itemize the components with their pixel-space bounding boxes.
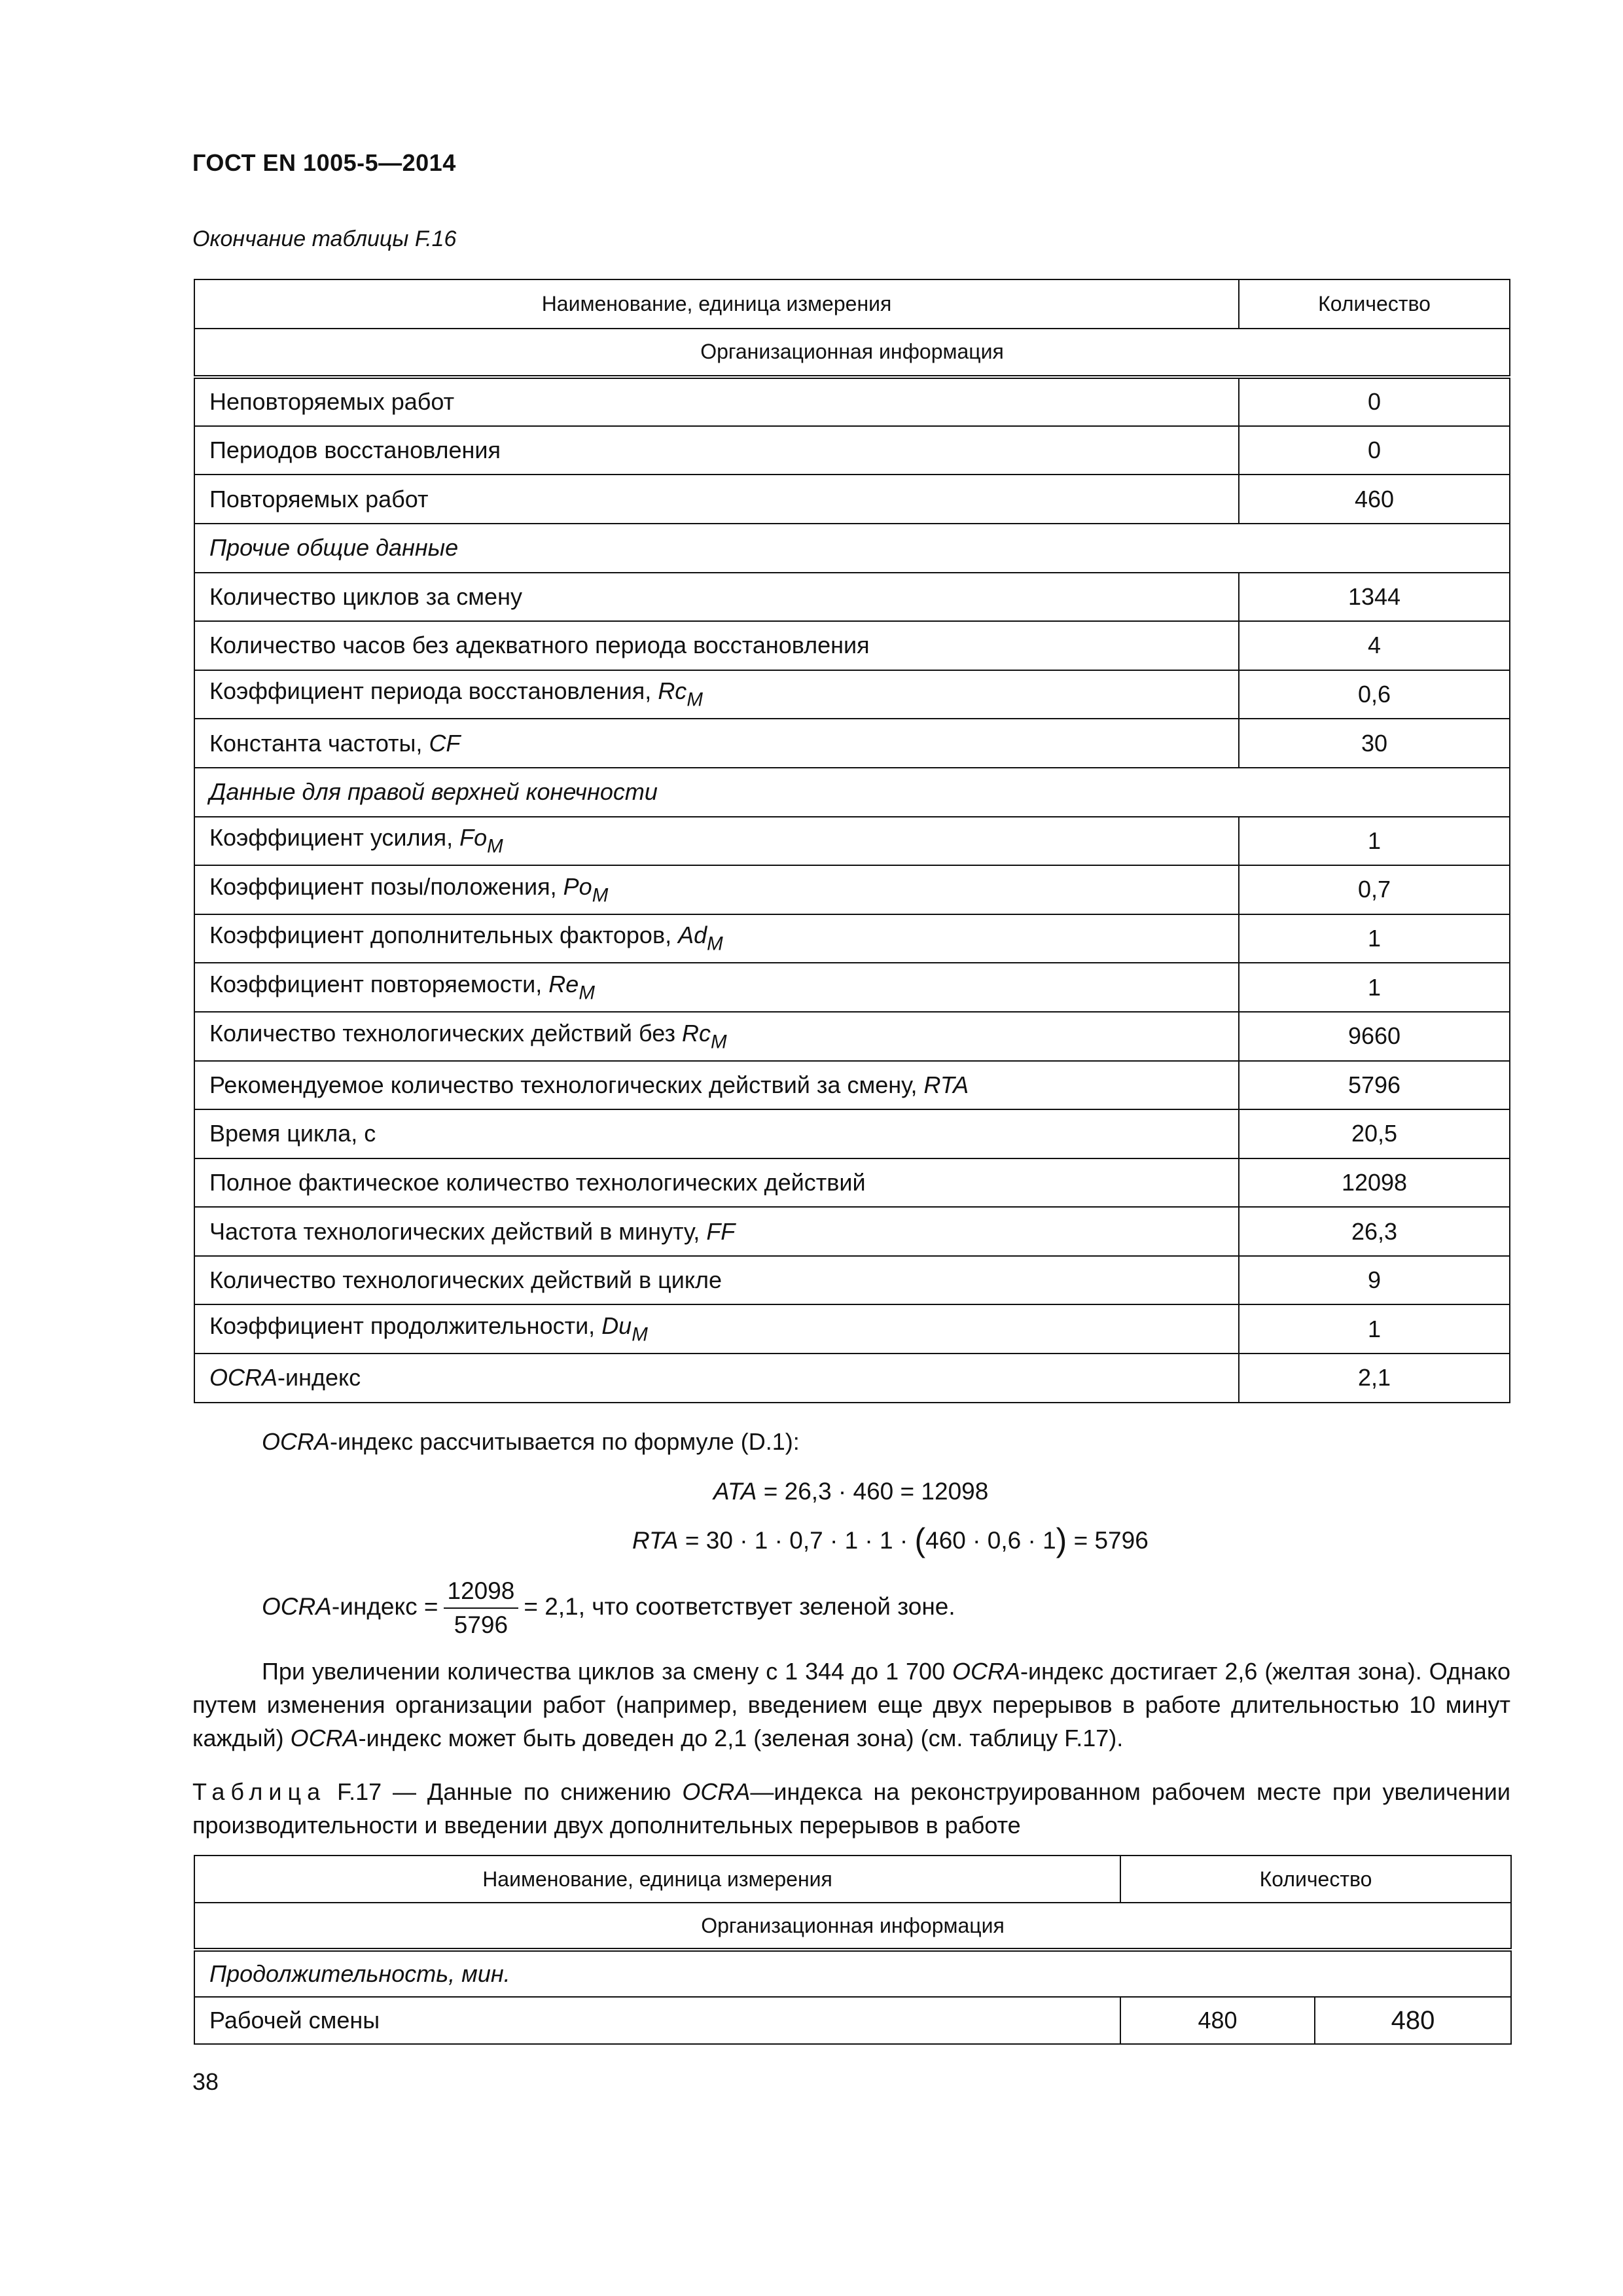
row-name	[194, 377, 1239, 426]
row-value: 0	[1239, 377, 1510, 426]
row-value: 0	[1239, 426, 1510, 475]
row-name	[194, 1109, 1239, 1158]
row-label: Неповторяемых работ	[209, 388, 455, 416]
row-name	[194, 1061, 1239, 1110]
row-value: 20,5	[1239, 1109, 1510, 1158]
ocra-symbol: OCRA	[262, 1592, 332, 1620]
row-value: 1344	[1239, 573, 1510, 622]
formula-expression: = 26,3 · 460 = 12098	[757, 1478, 989, 1505]
formula-result: = 5796	[1067, 1527, 1149, 1554]
formula-lhs: RTA	[632, 1527, 679, 1554]
row-symbol-subscript: M	[487, 835, 503, 857]
fraction-denominator: 5796	[454, 1611, 508, 1638]
row-label: Коэффициент усилия,	[209, 824, 460, 852]
table-row	[194, 1061, 1510, 1110]
row-label: Коэффициент повторяемости,	[209, 970, 549, 997]
table-row	[194, 963, 1510, 1012]
table-f16	[194, 279, 1510, 1403]
row-symbol-subscript: M	[687, 689, 703, 711]
row-symbol: RTA	[923, 1071, 969, 1098]
table-row	[194, 475, 1510, 524]
table-f17	[194, 1855, 1512, 2045]
row-label: Количество технологических действий в цикле	[209, 1266, 722, 1294]
intro-text: -индекс рассчитывается по формуле (D.1):	[330, 1428, 800, 1455]
row-label: Коэффициент периода восстановления,	[209, 677, 658, 705]
row-symbol: Rc	[658, 677, 687, 705]
row-name	[194, 963, 1239, 1012]
row-symbol: Fo	[459, 824, 488, 852]
row-label: Частота технологических действий в минуту,	[209, 1217, 707, 1245]
section-row-organizational	[194, 329, 1510, 378]
row-name	[194, 670, 1239, 719]
section-label: Прочие общие данные	[194, 524, 1510, 573]
row-name	[194, 621, 1239, 670]
row-value: 26,3	[1239, 1207, 1510, 1256]
column-header-quantity: Количество	[1120, 1856, 1511, 1903]
row-label: Коэффициент продолжительности,	[209, 1312, 602, 1340]
row-value: 1	[1239, 1304, 1510, 1354]
row-label: Коэффициент позы/положения,	[209, 872, 563, 900]
formula-conclusion: = 2,1, что соответствует зеленой зоне.	[524, 1592, 955, 1620]
row-name	[194, 914, 1239, 963]
table-continuation-caption: Окончание таблицы F.16	[192, 226, 457, 251]
table-row	[194, 377, 1510, 426]
formula-inner: 460 · 0,6 · 1	[925, 1527, 1056, 1554]
row-label: Периодов восстановления	[209, 437, 501, 464]
table-row	[194, 1012, 1510, 1061]
row-value: 1	[1239, 963, 1510, 1012]
formula-ata	[713, 1478, 988, 1505]
row-symbol: Re	[548, 970, 579, 997]
table-row	[194, 1304, 1510, 1354]
table-row	[194, 1256, 1510, 1305]
row-value: 4	[1239, 621, 1510, 670]
table-header-row	[194, 279, 1510, 329]
row-value: 5796	[1239, 1061, 1510, 1110]
row-symbol-subscript: M	[707, 933, 723, 955]
table-row	[194, 426, 1510, 475]
row-name	[194, 426, 1239, 475]
row-name	[194, 573, 1239, 622]
table-row	[194, 1207, 1510, 1256]
row-label: Коэффициент дополнительных факторов,	[209, 922, 679, 949]
table-row	[194, 621, 1510, 670]
row-symbol: Du	[601, 1312, 632, 1340]
row-name	[194, 865, 1239, 914]
row-value: 0,6	[1239, 670, 1510, 719]
caption-label: Таблица	[192, 1778, 327, 1805]
row-symbol: Rc	[682, 1019, 711, 1047]
row-value: 9	[1239, 1256, 1510, 1305]
row-name	[194, 475, 1239, 524]
ocra-symbol: OCRA	[209, 1364, 278, 1391]
fraction	[444, 1577, 519, 1639]
table-row	[194, 1997, 1511, 2044]
section-label: Данные для правой верхней конечности	[194, 768, 1510, 817]
formula-intro	[262, 1428, 800, 1456]
fraction-numerator: 12098	[444, 1577, 519, 1609]
row-label: Время цикла, с	[209, 1120, 376, 1147]
caption-text: F.17 — Данные по снижению	[326, 1778, 683, 1805]
row-symbol: CF	[429, 729, 461, 757]
ocra-symbol: OCRA	[952, 1658, 1021, 1685]
table-row	[194, 1109, 1510, 1158]
table-row	[194, 670, 1510, 719]
body-paragraph	[192, 1655, 1510, 1755]
row-value: 0,7	[1239, 865, 1510, 914]
table-row	[194, 573, 1510, 622]
row-symbol: FF	[706, 1217, 736, 1245]
row-symbol: Ad	[678, 922, 707, 949]
table-row	[194, 865, 1510, 914]
row-symbol-subscript: M	[632, 1323, 648, 1346]
ocra-symbol: OCRA	[290, 1725, 359, 1751]
table-header-row	[194, 1856, 1511, 1903]
row-label: Количество часов без адекватного периода восстановления	[209, 632, 870, 659]
row-name	[194, 719, 1239, 768]
row-symbol-subscript: M	[592, 884, 609, 906]
formula-lhs: ATA	[713, 1478, 757, 1505]
formula-label: -индекс =	[331, 1592, 438, 1620]
row-value: 480	[1120, 1997, 1315, 2044]
row-name: Рабочей смены	[194, 1997, 1120, 2044]
paragraph-text: -индекс достигает 2,6 (желтая зона). Однако путем изменения организации работ (например, введением еще двух перерывов в работе длительностью 10 минут каждый)	[192, 1658, 1510, 1751]
page-number: 38	[192, 2068, 219, 2095]
row-value: 1	[1239, 817, 1510, 866]
row-label: Полное фактическое количество технологических действий	[209, 1168, 866, 1196]
ocra-symbol: OCRA	[262, 1428, 330, 1455]
ocra-symbol: OCRA	[682, 1778, 751, 1805]
table-f17-caption	[192, 1775, 1510, 1842]
section-row-organizational	[194, 1903, 1511, 1950]
section-row-other-data	[194, 524, 1510, 573]
formula-expression: = 30 · 1 · 0,7 · 1 · 1 ·	[678, 1527, 915, 1554]
row-value: 2,1	[1239, 1354, 1510, 1403]
row-label: Повторяемых работ	[209, 485, 429, 512]
formula-rta: RTA = 30 · 1 · 0,7 · 1 · 1 · (460 · 0,6 · 1) = 5796	[632, 1522, 1149, 1558]
column-header-name: Наименование, единица измерения	[194, 1856, 1120, 1903]
row-name	[194, 1158, 1239, 1208]
row-name	[194, 1256, 1239, 1305]
row-value: 12098	[1239, 1158, 1510, 1208]
column-header-quantity: Количество	[1239, 279, 1510, 329]
row-value: 1	[1239, 914, 1510, 963]
paragraph-text: -индекс может быть доведен до 2,1 (зеленая зона) (см. таблицу F.17).	[358, 1725, 1124, 1751]
paragraph-text: При увеличении количества циклов за смену с 1 344 до 1 700	[262, 1658, 953, 1685]
table-row	[194, 1158, 1510, 1208]
row-name	[194, 1012, 1239, 1061]
section-label: Организационная информация	[194, 1903, 1511, 1950]
row-name	[194, 1304, 1239, 1354]
row-label: Константа частоты,	[209, 729, 429, 757]
row-value: 460	[1239, 475, 1510, 524]
table-row	[194, 914, 1510, 963]
table-row	[194, 817, 1510, 866]
row-value: 9660	[1239, 1012, 1510, 1061]
column-header-name: Наименование, единица измерения	[194, 279, 1239, 329]
row-symbol-subscript: M	[711, 1030, 727, 1052]
section-row-duration	[194, 1950, 1511, 1997]
section-label: Продолжительность, мин.	[194, 1950, 1511, 1997]
row-name	[194, 1354, 1239, 1403]
row-value: 30	[1239, 719, 1510, 768]
row-name	[194, 1207, 1239, 1256]
row-name	[194, 817, 1239, 866]
row-value: 480	[1315, 1997, 1511, 2044]
row-label: Рекомендуемое количество технологических действий за смену,	[209, 1071, 924, 1098]
row-symbol-subscript: M	[579, 982, 595, 1004]
caption-text: —индекса на реконструированном рабочем месте при увеличении производительности и введении двух дополнительных перерывов в работе	[192, 1778, 1510, 1839]
row-label: Количество технологических действий без	[209, 1019, 682, 1047]
formula-ocra-index	[262, 1577, 955, 1639]
section-label: Организационная информация	[194, 329, 1510, 378]
table-row	[194, 1354, 1510, 1403]
row-label: -индекс	[277, 1364, 361, 1391]
document-header: ГОСТ EN 1005-5—2014	[192, 149, 456, 176]
row-label: Количество циклов за смену	[209, 583, 522, 610]
section-row-right-limb	[194, 768, 1510, 817]
row-symbol: Po	[563, 872, 592, 900]
table-row	[194, 719, 1510, 768]
